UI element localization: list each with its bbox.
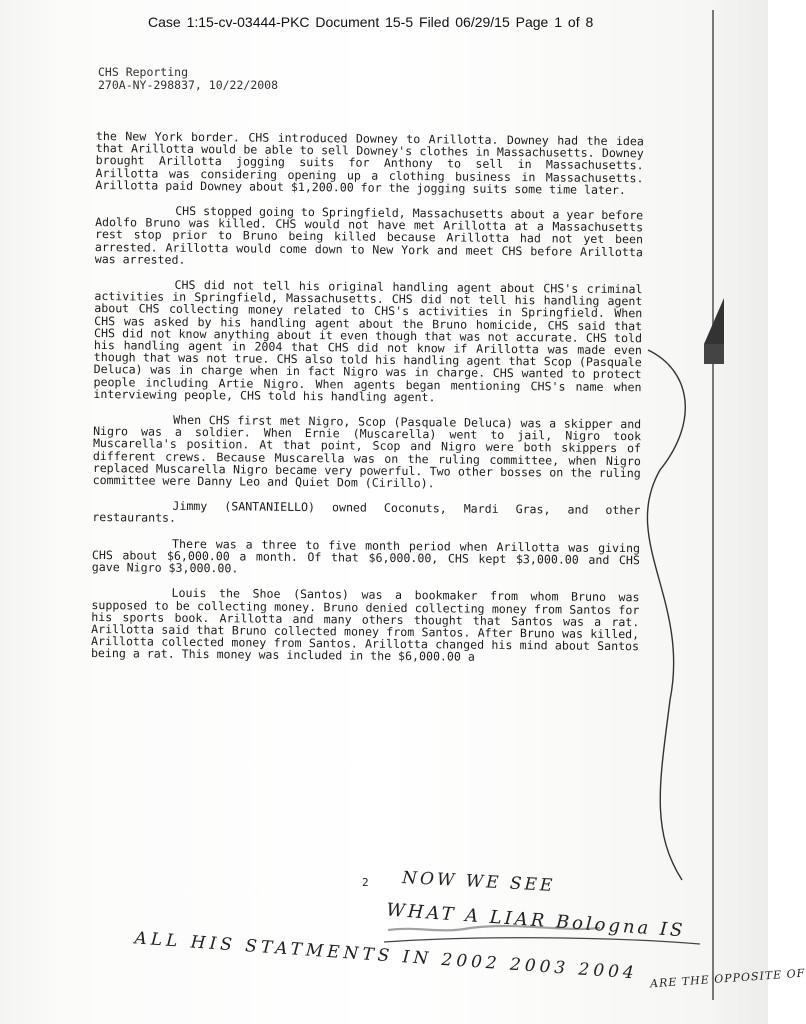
paragraph-2: CHS stopped going to Springfield, Massachusetts about a year before Adolfo Bruno was killed. CHS would not have met Arillotta at a Massachusetts rest stop prior to Bruno being killed because Arillotta had not yet been arrested. Arillotta would come down to New York and meet CHS before Arillotta was arrested. [94, 203, 644, 267]
paragraph-3: CHS did not tell his original handling agent about CHS's criminal activities in Springfield, Massachusetts. CHS did not tell his handling agent about CHS collecting money related to CHS's activities in Springfield. When CHS was asked by his handling agent about the Bruno homicide, CHS said that CHS did not know anything about it even though that was not accurate. CHS told his handling agent in 2004 that CHS did not know if Arillotta was made even though that was not true. CHS also told his handling agent that Scop (Pasquale Deluca) was in charge when in fact Nigro was in charge. CHS wanted to protect people including Artie Nigro. When agents began mentioning CHS's name when interviewing people, CHS told his handling agent. [93, 277, 643, 405]
paragraph-4: When CHS first met Nigro, Scop (Pasquale Deluca) was a skipper and Nigro was a soldier. When Ernie (Muscarella) went to jail, Nigro took Muscarella's position. At that point, Scop and Nigro were both skippers of different crews. Because Muscarella was on the ruling committee, when Nigro replaced Muscarella Nigro became very powerful. Two other bosses on the ruling committee were Danny Leo and Quiet Dom (Cirillo). [92, 412, 642, 491]
handwritten-bracket-curve [647, 350, 685, 880]
report-type: CHS Reporting [98, 65, 189, 79]
handwritten-note-line-4: ARE THE OPPOSITE OF [649, 966, 806, 991]
paragraph-7: Louis the Shoe (Santos) was a bookmaker from whom Bruno was supposed to be collecting money. Bruno denied collecting money from Santos for his sports book. Arillotta and many others thought that Santos was a rat. Arillotta said that Bruno collected money from Santos. After Bruno was killed, Arillotta collected money from Santos. Arillotta changed his mind about Santos being a rat. This money was included in the $6,000.00 a [90, 586, 640, 664]
court-filing-header: Case 1:15-cv-03444-PKC Document 15-5 Filed 06/29/15 Page 1 of 8 [148, 14, 594, 30]
handwritten-note-line-2: WHAT A LIAR Bologna IS [385, 899, 687, 942]
paragraph-6: There was a three to five month period when Arillotta was giving CHS about $6,000.00 a month. Of that $6,000.00, CHS kept $3,000.00 and CHS gave Nigro $3,000.00. [91, 536, 641, 576]
paragraph-5: Jimmy (SANTANIELLO) owned Coconuts, Mardi Gras, and other restaurants. [92, 499, 641, 526]
page-number: 2 [362, 876, 369, 889]
handwritten-note-line-3: ALL HIS STATMENTS IN 2002 2003 2004 [133, 928, 639, 984]
report-file-number: 270A-NY-298837, 10/22/2008 [98, 78, 279, 92]
paragraph-1: the New York border. CHS introduced Downey to Arillotta. Downey had the idea that Arillotta would be able to sell Downey's clothes in Massachusetts. Downey brought Arillotta jogging suits for Anthony to sell in Massachusetts. Arillotta was considering opening up a clothing business in Massachusetts. Arillotta paid Downey about $1,200.00 for the jogging suits some time later. [95, 129, 644, 197]
handwritten-note-line-1: NOW WE SEE [401, 867, 556, 897]
